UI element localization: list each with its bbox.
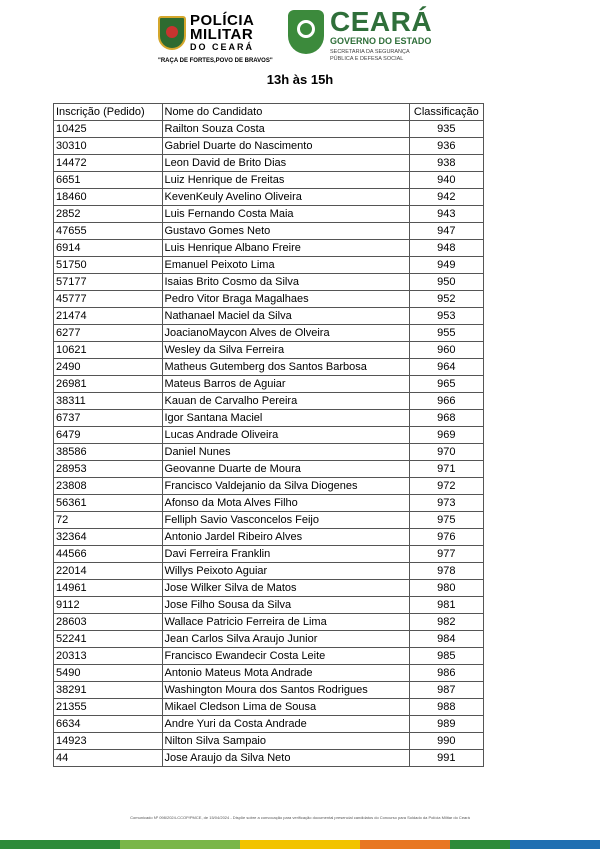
policia-militar-logo — [158, 12, 273, 68]
table-row — [54, 665, 484, 682]
cell-classificacao: 969 — [409, 427, 483, 444]
table-row — [54, 376, 484, 393]
table-row — [54, 529, 484, 546]
cell-inscricao: 32364 — [54, 529, 163, 546]
cell-inscricao: 21355 — [54, 699, 163, 716]
cell-inscricao: 45777 — [54, 291, 163, 308]
pm-motto: "RAÇA DE FORTES,POVO DE BRAVOS" — [158, 58, 273, 64]
cell-inscricao: 44566 — [54, 546, 163, 563]
candidate-table — [53, 103, 484, 767]
cell-inscricao: 38586 — [54, 444, 163, 461]
cell-nome: Nilton Silva Sampaio — [162, 733, 409, 750]
table-row — [54, 699, 484, 716]
cell-nome: Jose Wilker Silva de Matos — [162, 580, 409, 597]
cell-nome: Felliph Savio Vasconcelos Feijo — [162, 512, 409, 529]
cell-classificacao: 982 — [409, 614, 483, 631]
cell-inscricao: 72 — [54, 512, 163, 529]
table-row — [54, 172, 484, 189]
cell-inscricao: 2852 — [54, 206, 163, 223]
cell-nome: Antonio Mateus Mota Andrade — [162, 665, 409, 682]
table-row — [54, 155, 484, 172]
cell-classificacao: 953 — [409, 308, 483, 325]
cell-inscricao: 10425 — [54, 121, 163, 138]
table-row — [54, 257, 484, 274]
cell-nome: Luis Henrique Albano Freire — [162, 240, 409, 257]
cell-nome: Washington Moura dos Santos Rodrigues — [162, 682, 409, 699]
document-header — [0, 8, 600, 68]
table-body — [54, 121, 484, 767]
cell-nome: Luis Fernando Costa Maia — [162, 206, 409, 223]
cell-classificacao: 948 — [409, 240, 483, 257]
cell-classificacao: 949 — [409, 257, 483, 274]
cell-classificacao: 940 — [409, 172, 483, 189]
cell-inscricao: 18460 — [54, 189, 163, 206]
cell-inscricao: 6479 — [54, 427, 163, 444]
cell-nome: Geovanne Duarte de Moura — [162, 461, 409, 478]
cell-nome: Matheus Gutemberg dos Santos Barbosa — [162, 359, 409, 376]
table-row — [54, 682, 484, 699]
cell-classificacao: 980 — [409, 580, 483, 597]
cell-classificacao: 984 — [409, 631, 483, 648]
cell-classificacao: 947 — [409, 223, 483, 240]
cell-nome: Daniel Nunes — [162, 444, 409, 461]
table-row — [54, 427, 484, 444]
cell-nome: Wallace Patricio Ferreira de Lima — [162, 614, 409, 631]
table-row — [54, 512, 484, 529]
cell-nome: Francisco Ewandecir Costa Leite — [162, 648, 409, 665]
cell-nome: Emanuel Peixoto Lima — [162, 257, 409, 274]
cell-classificacao: 977 — [409, 546, 483, 563]
cell-classificacao: 973 — [409, 495, 483, 512]
table-row — [54, 750, 484, 767]
table-row — [54, 410, 484, 427]
cell-nome: Isaias Brito Cosmo da Silva — [162, 274, 409, 291]
table-row — [54, 325, 484, 342]
cell-nome: Andre Yuri da Costa Andrade — [162, 716, 409, 733]
cell-classificacao: 987 — [409, 682, 483, 699]
cell-inscricao: 10621 — [54, 342, 163, 359]
cell-classificacao: 968 — [409, 410, 483, 427]
table-row — [54, 308, 484, 325]
color-bar-segment — [120, 840, 240, 849]
table-row — [54, 631, 484, 648]
cell-nome: JoacianoMaycon Alves de Olveira — [162, 325, 409, 342]
session-title: 13h às 15h — [266, 72, 334, 87]
cell-inscricao: 6914 — [54, 240, 163, 257]
cell-classificacao: 964 — [409, 359, 483, 376]
cell-classificacao: 991 — [409, 750, 483, 767]
table-row — [54, 189, 484, 206]
cell-classificacao: 952 — [409, 291, 483, 308]
color-bar-segment — [450, 840, 510, 849]
table-row — [54, 138, 484, 155]
cell-classificacao: 989 — [409, 716, 483, 733]
cell-nome: Gabriel Duarte do Nascimento — [162, 138, 409, 155]
cell-inscricao: 51750 — [54, 257, 163, 274]
cell-nome: Davi Ferreira Franklin — [162, 546, 409, 563]
cell-classificacao: 986 — [409, 665, 483, 682]
cell-nome: Pedro Vitor Braga Magalhaes — [162, 291, 409, 308]
cell-classificacao: 981 — [409, 597, 483, 614]
table-row — [54, 223, 484, 240]
cell-inscricao: 23808 — [54, 478, 163, 495]
cell-nome: KevenKeuly Avelino Oliveira — [162, 189, 409, 206]
cell-nome: Nathanael Maciel da Silva — [162, 308, 409, 325]
cell-classificacao: 988 — [409, 699, 483, 716]
cell-nome: Lucas Andrade Oliveira — [162, 427, 409, 444]
table-row — [54, 359, 484, 376]
ceara-logo-title: CEARÁ — [330, 6, 433, 37]
table-row — [54, 648, 484, 665]
cell-nome: Antonio Jardel Ribeiro Alves — [162, 529, 409, 546]
table-row — [54, 614, 484, 631]
cell-inscricao: 6277 — [54, 325, 163, 342]
cell-nome: Mikael Cledson Lima de Sousa — [162, 699, 409, 716]
table-row — [54, 240, 484, 257]
footer-color-bar — [0, 840, 600, 849]
cell-inscricao: 14961 — [54, 580, 163, 597]
cell-classificacao: 935 — [409, 121, 483, 138]
cell-classificacao: 965 — [409, 376, 483, 393]
table-header-row — [54, 104, 484, 121]
pm-logo-line3: DO CEARÁ — [190, 42, 255, 52]
table-row — [54, 478, 484, 495]
cell-classificacao: 976 — [409, 529, 483, 546]
table-row — [54, 495, 484, 512]
cell-inscricao: 2490 — [54, 359, 163, 376]
cell-nome: Jose Filho Sousa da Silva — [162, 597, 409, 614]
table-row — [54, 393, 484, 410]
table-row — [54, 733, 484, 750]
cell-inscricao: 28953 — [54, 461, 163, 478]
ceara-government-logo — [288, 6, 438, 68]
pm-logo-text — [190, 14, 254, 52]
cell-classificacao: 960 — [409, 342, 483, 359]
cell-inscricao: 56361 — [54, 495, 163, 512]
table-row — [54, 546, 484, 563]
pm-shield-icon — [158, 16, 186, 50]
cell-nome: Jose Araujo da Silva Neto — [162, 750, 409, 767]
cell-classificacao: 936 — [409, 138, 483, 155]
cell-classificacao: 990 — [409, 733, 483, 750]
ceara-logo-subtitle: GOVERNO DO ESTADO — [330, 36, 432, 46]
pm-logo-line1: POLÍCIA — [190, 12, 255, 29]
cell-inscricao: 30310 — [54, 138, 163, 155]
cell-inscricao: 9112 — [54, 597, 163, 614]
cell-classificacao: 942 — [409, 189, 483, 206]
cell-nome: Gustavo Gomes Neto — [162, 223, 409, 240]
cell-inscricao: 5490 — [54, 665, 163, 682]
cell-nome: Afonso da Mota Alves Filho — [162, 495, 409, 512]
cell-inscricao: 57177 — [54, 274, 163, 291]
cell-nome: Francisco Valdejanio da Silva Diogenes — [162, 478, 409, 495]
cell-classificacao: 985 — [409, 648, 483, 665]
cell-classificacao: 943 — [409, 206, 483, 223]
cell-nome: Willys Peixoto Aguiar — [162, 563, 409, 580]
cell-inscricao: 38311 — [54, 393, 163, 410]
pm-logo-line2: MILITAR — [190, 26, 254, 43]
table-row — [54, 597, 484, 614]
cell-inscricao: 44 — [54, 750, 163, 767]
table-row — [54, 121, 484, 138]
table-row — [54, 291, 484, 308]
cell-inscricao: 21474 — [54, 308, 163, 325]
cell-classificacao: 955 — [409, 325, 483, 342]
cell-classificacao: 975 — [409, 512, 483, 529]
column-header-inscricao: Inscrição (Pedido) — [54, 104, 163, 121]
cell-classificacao: 971 — [409, 461, 483, 478]
cell-classificacao: 966 — [409, 393, 483, 410]
cell-inscricao: 28603 — [54, 614, 163, 631]
cell-classificacao: 972 — [409, 478, 483, 495]
table-row — [54, 206, 484, 223]
cell-inscricao: 38291 — [54, 682, 163, 699]
cell-inscricao: 6634 — [54, 716, 163, 733]
table-row — [54, 461, 484, 478]
cell-inscricao: 20313 — [54, 648, 163, 665]
table-row — [54, 580, 484, 597]
cell-inscricao: 26981 — [54, 376, 163, 393]
cell-nome: Mateus Barros de Aguiar — [162, 376, 409, 393]
cell-inscricao: 22014 — [54, 563, 163, 580]
cell-inscricao: 6737 — [54, 410, 163, 427]
ceara-secretaria-line2: PÚBLICA E DEFESA SOCIAL — [330, 56, 404, 62]
cell-nome: Luiz Henrique de Freitas — [162, 172, 409, 189]
cell-classificacao: 978 — [409, 563, 483, 580]
color-bar-segment — [240, 840, 360, 849]
footer-note: Comunicado Nº 098/2024-CCOP/PMCE, de 15/04/2024 - Dispõe sobre a convocação para verificação documental presencial candidatos do Concurso para Soldado da Polícia Militar do Ceará — [130, 815, 470, 820]
cell-classificacao: 950 — [409, 274, 483, 291]
column-header-nome: Nome do Candidato — [162, 104, 409, 121]
table-row — [54, 716, 484, 733]
cell-inscricao: 47655 — [54, 223, 163, 240]
cell-classificacao: 970 — [409, 444, 483, 461]
column-header-classificacao: Classificação — [409, 104, 483, 121]
table-row — [54, 274, 484, 291]
color-bar-segment — [0, 840, 120, 849]
cell-nome: Leon David de Brito Dias — [162, 155, 409, 172]
cell-nome: Railton Souza Costa — [162, 121, 409, 138]
color-bar-segment — [510, 840, 600, 849]
cell-nome: Jean Carlos Silva Araujo Junior — [162, 631, 409, 648]
ceara-emblem-icon — [288, 10, 324, 54]
cell-inscricao: 14472 — [54, 155, 163, 172]
cell-inscricao: 6651 — [54, 172, 163, 189]
ceara-secretaria-line1: SECRETARIA DA SEGURANÇA — [330, 49, 410, 55]
cell-classificacao: 938 — [409, 155, 483, 172]
cell-inscricao: 14923 — [54, 733, 163, 750]
table-row — [54, 342, 484, 359]
cell-nome: Kauan de Carvalho Pereira — [162, 393, 409, 410]
cell-inscricao: 52241 — [54, 631, 163, 648]
color-bar-segment — [360, 840, 450, 849]
cell-nome: Igor Santana Maciel — [162, 410, 409, 427]
table-row — [54, 444, 484, 461]
table-row — [54, 563, 484, 580]
cell-nome: Wesley da Silva Ferreira — [162, 342, 409, 359]
